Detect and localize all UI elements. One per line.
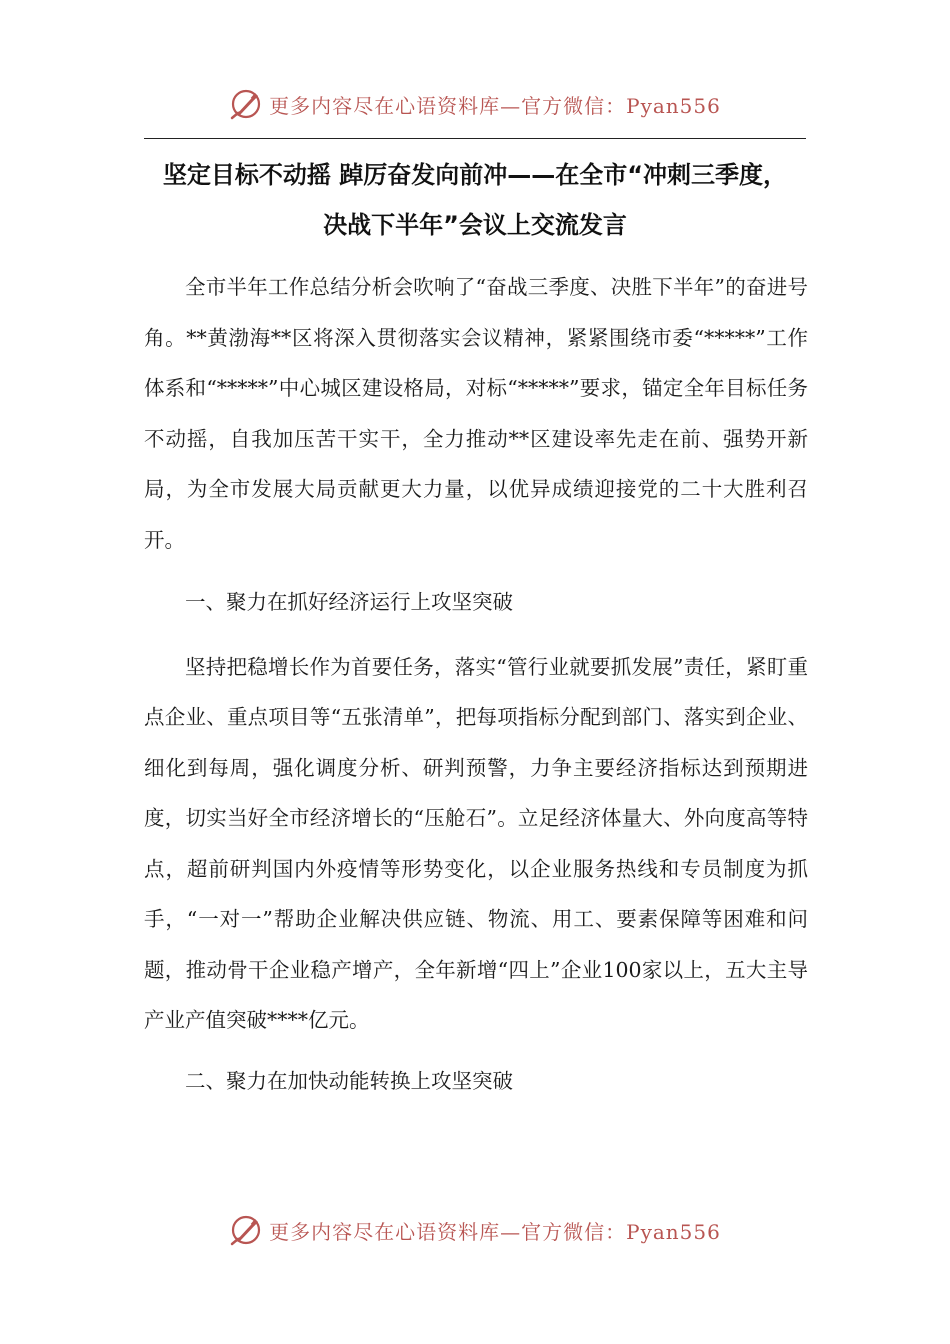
title-line-1: 坚定目标不动摇 踔厉奋发向前冲——在全市“冲刺三季度， (162, 161, 788, 189)
section-1-paragraph: 坚持把稳增长作为首要任务，落实“管行业就要抓发展”责任，紧盯重点企业、重点项目等“五张清单”，把每项指标分配到部门、落实到企业、细化到每周，强化调度分析、研判预警，力争主要经济指标达到预期进度，切实当好全市经济增长的“压舱石”。立足经济体量大、外向度高等特点，超前研判国内外疫情等形势变化，以企业服务热线和专员制度为抓手，“一对一”帮助企业解决供应链、物流、用工、要素保障等困难和问题，推动骨干企业稳产增产，全年新增“四上”企业100家以上，五大主导产业产值突破****亿元。 (144, 654, 808, 1032)
watermark-text: 更多内容尽在心语资料库—官方微信：Pyan556 (269, 1219, 721, 1244)
section-1-heading: 一、聚力在抓好经济运行上攻坚突破 (185, 590, 513, 614)
document-title (144, 150, 806, 250)
intro-paragraph: 全市半年工作总结分析会吹响了“奋战三季度、决胜下半年”的奋进号角。**黄渤海**区将深入贯彻落实会议精神，紧紧围绕市委“*****”工作体系和“*****”中心城区建设格局，对标“*****”要求，锚定全年目标任务不动摇，自我加压苦干实干，全力推动**区建设率先走在前、强势开新局，为全市发展大局贡献更大力量，以优异成绩迎接党的二十大胜利召开。 (144, 275, 808, 552)
header-divider (144, 138, 806, 139)
quill-pen-seal-icon (229, 1213, 263, 1247)
title-line-2: 决战下半年”会议上交流发言 (323, 211, 627, 239)
watermark-banner-bottom (0, 1210, 950, 1250)
watermark-banner-top (0, 84, 950, 124)
section-2-heading: 二、聚力在加快动能转换上攻坚突破 (185, 1068, 513, 1093)
quill-pen-seal-icon (229, 87, 263, 121)
document-body (144, 262, 808, 1106)
watermark-text: 更多内容尽在心语资料库—官方微信：Pyan556 (269, 93, 721, 118)
